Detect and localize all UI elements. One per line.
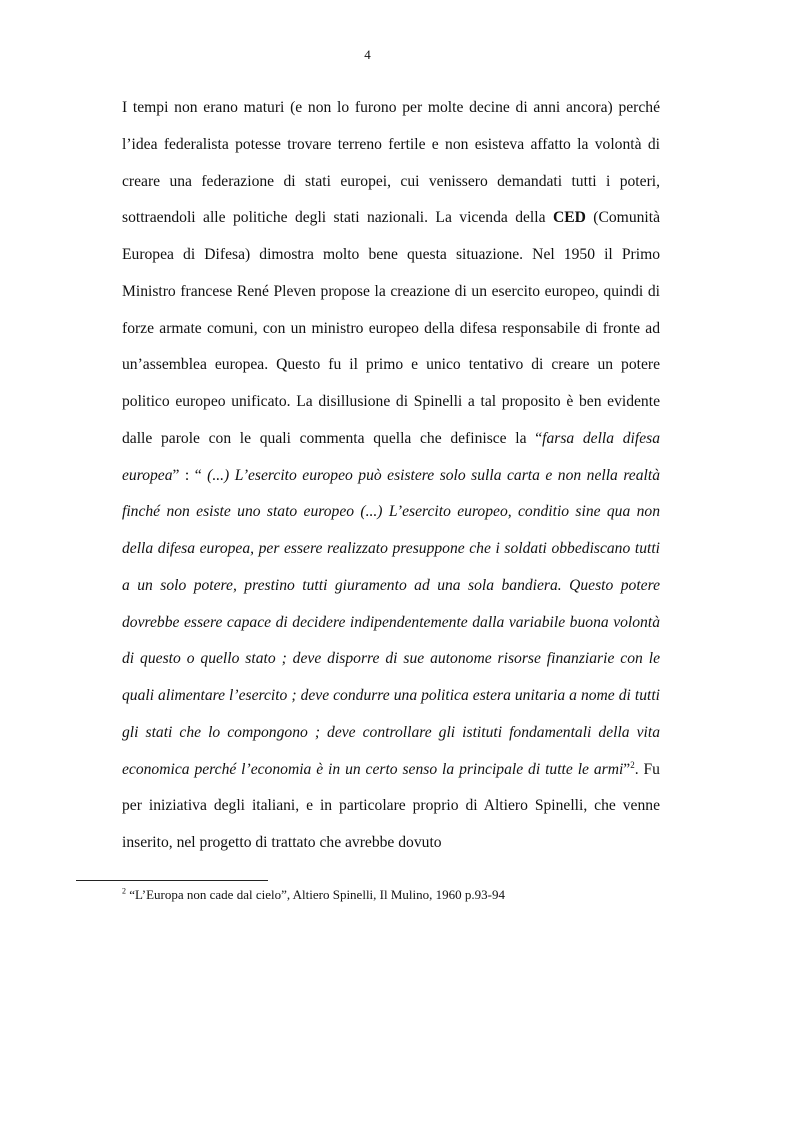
body-text-4: ” xyxy=(623,760,631,778)
page-number: 4 xyxy=(364,47,371,62)
footnote-separator xyxy=(76,880,268,881)
body-text-5: . Fu per iniziativa degli italiani, e in particolare proprio di Altiero Spinelli, che venne inserito, nel progetto di trattato che avrebbe dovuto xyxy=(122,760,660,851)
spinelli-quote: (...) L’esercito europeo può esistere solo sulla carta e non nella realtà finché non esiste uno stato europeo (...) L’esercito europeo, conditio sine qua non della difesa europea, per essere realizzato presuppone che i soldati obbediscano tutti a un solo potere, prestino tutti giuramento ad una sola bandiera. Questo potere dovrebbe essere capace di decidere indipendentemente dalla variabile buona volontà di questo o quello stato ; deve disporre di sue autonome risorse finanziarie con le quali alimentare l’esercito ; deve condurre una politica estera unitaria a nome di tutti gli stati che lo compongono ; deve controllare gli istituti fondamentali della vita economica perché l’economia è in un certo senso la principale di tutte le armi xyxy=(122,466,660,778)
footnote xyxy=(122,886,682,904)
footnote-number: 2 xyxy=(122,886,126,896)
body-paragraph xyxy=(122,90,660,862)
footnote-reference: 2 xyxy=(630,759,635,770)
body-text-3: ” : “ xyxy=(172,466,208,484)
quote-farsa: farsa della difesa europea xyxy=(122,429,660,484)
body-text-1: I tempi non erano maturi (e non lo furono per molte decine di anni ancora) perché l’idea federalista potesse trovare terreno fertile e non esisteva affatto la volontà di creare una federazione di stati europei, cui venissero demandati tutti i poteri, sottraendoli alle politiche degli stati nazionali. La vicenda della xyxy=(122,99,660,227)
ced-acronym: CED xyxy=(552,209,586,227)
footnote-text: “L’Europa non cade dal cielo”, Altiero Spinelli, Il Mulino, 1960 p.93-94 xyxy=(126,887,505,902)
body-text-2: (Comunità Europea di Difesa) dimostra molto bene questa situazione. Nel 1950 il Primo Ministro francese René Pleven propose la creazione di un esercito europeo, quindi di forze armate comuni, con un ministro europeo della difesa responsabile di fronte ad un’assemblea europea. Questo fu il primo e unico tentativo di creare un potere politico europeo unificato. La disillusione di Spinelli a tal proposito è ben evidente dalle parole con le quali commenta quella che definisce la “ xyxy=(122,209,660,447)
